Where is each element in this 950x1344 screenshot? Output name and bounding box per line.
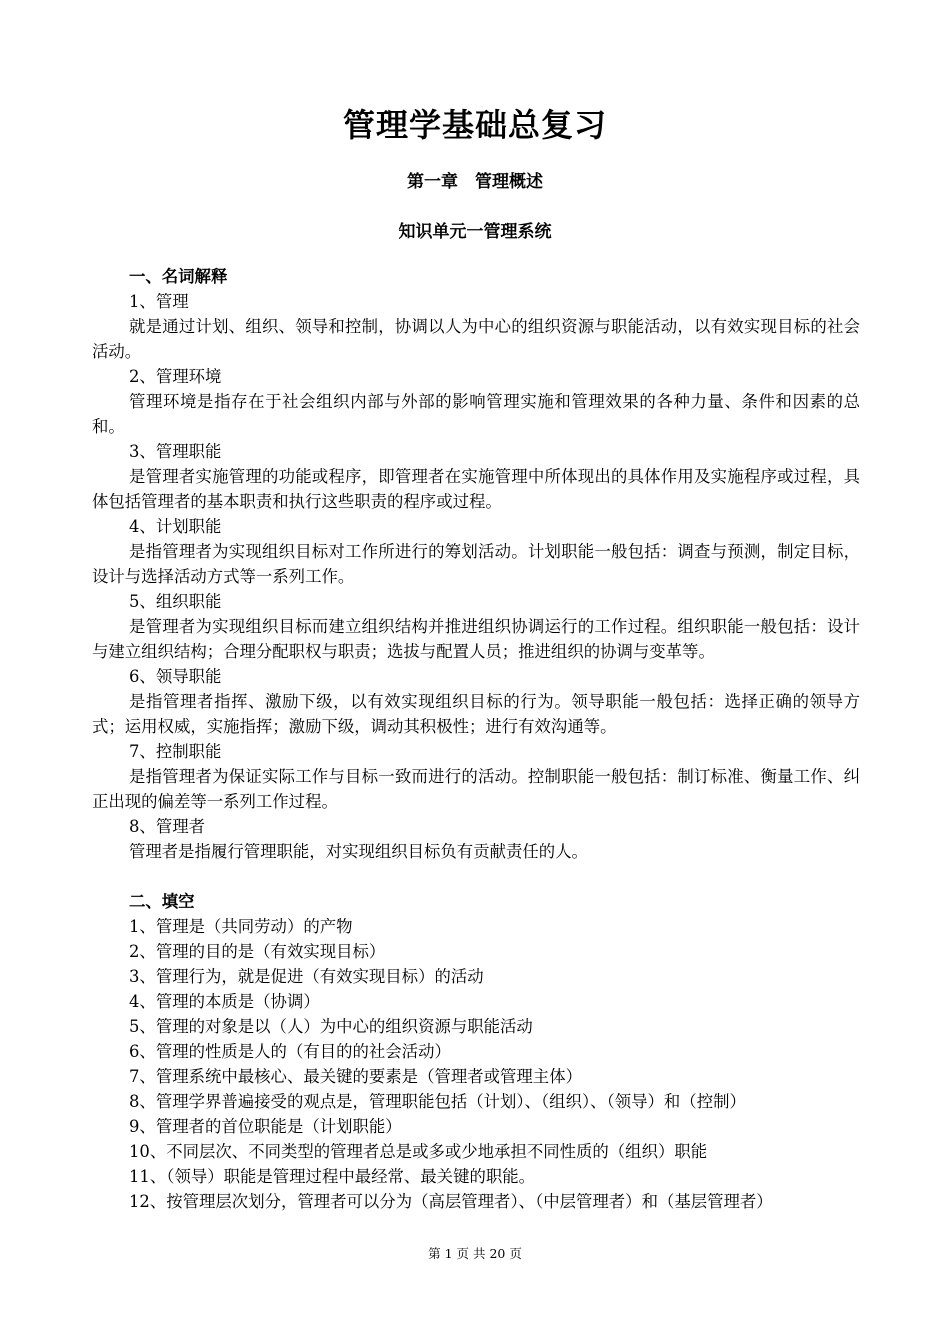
term-definition: 管理者是指履行管理职能，对实现组织目标负有贡献责任的人。: [129, 842, 588, 861]
term-definition: 是指管理者指挥、激励下级，以有效实现组织目标的行为。领导职能一般包括：选择正确的领导方式；运用权威，实施指挥；激励下级，调动其积极性；进行有效沟通等。: [92, 692, 860, 736]
term-label: 4、计划职能: [129, 517, 222, 536]
term-label: 6、领导职能: [129, 667, 222, 686]
document-body: [92, 264, 860, 1214]
fill-blank-item: 11、（领导）职能是管理过程中最经常、最关键的职能。: [129, 1167, 536, 1186]
page-footer: 第 1 页 共 20 页: [428, 1246, 522, 1261]
fill-blank-item: 3、管理行为，就是促进（有效实现目标）的活动: [129, 967, 484, 986]
fill-blank-item: 1、管理是（共同劳动）的产物: [129, 917, 353, 936]
fill-blank-item: 2、管理的目的是（有效实现目标）: [129, 942, 386, 961]
term-label: 8、管理者: [129, 817, 205, 836]
fill-blank-item: 8、管理学界普遍接受的观点是，管理职能包括（计划）、（组织）、（领导）和（控制）: [129, 1092, 746, 1111]
term-definition: 是指管理者为保证实际工作与目标一致而进行的活动。控制职能一般包括：制订标准、衡量工作、纠正出现的偏差等一系列工作过程。: [92, 767, 860, 811]
term-definition: 是管理者为实现组织目标而建立组织结构并推进组织协调运行的工作过程。组织职能一般包括：设计与建立组织结构；合理分配职权与职责；选拔与配置人员；推进组织的协调与变革等。: [92, 617, 860, 661]
fill-blank-item: 6、管理的性质是人的（有目的的社会活动）: [129, 1042, 451, 1061]
fill-blank-item: 7、管理系统中最核心、最关键的要素是（管理者或管理主体）: [129, 1067, 582, 1086]
fill-blank-item: 5、管理的对象是以（人）为中心的组织资源与职能活动: [129, 1017, 533, 1036]
term-definition: 就是通过计划、组织、领导和控制，协调以人为中心的组织资源与职能活动，以有效实现目标的社会活动。: [92, 317, 860, 361]
document-title: 管理学基础总复习: [342, 106, 607, 144]
term-label: 5、组织职能: [129, 592, 222, 611]
section-spacer: [92, 864, 860, 889]
fill-blank-item: 10、不同层次、不同类型的管理者总是或多或少地承担不同性质的（组织）职能: [129, 1142, 708, 1161]
term-definition: 是管理者实施管理的功能或程序，即管理者在实施管理中所体现出的具体作用及实施程序或过程，具体包括管理者的基本职责和执行这些职责的程序或过程。: [92, 467, 860, 511]
term-label: 1、管理: [129, 292, 189, 311]
fill-blank-item: 9、管理者的首位职能是（计划职能）: [129, 1117, 402, 1136]
term-definition: 是指管理者为实现组织目标对工作所进行的筹划活动。计划职能一般包括：调查与预测，制定目标，设计与选择活动方式等一系列工作。: [92, 542, 860, 586]
section-heading-definitions: 一、名词解释: [129, 267, 228, 286]
term-label: 2、管理环境: [129, 367, 222, 386]
chapter-heading: 第一章 管理概述: [407, 172, 543, 192]
fill-blank-item: 4、管理的本质是（协调）: [129, 992, 320, 1011]
fill-blank-item: 12、按管理层次划分，管理者可以分为（高层管理者）、（中层管理者）和（基层管理者）: [129, 1192, 773, 1211]
term-label: 3、管理职能: [129, 442, 222, 461]
term-definition: 管理环境是指存在于社会组织内部与外部的影响管理实施和管理效果的各种力量、条件和因素的总和。: [92, 392, 860, 436]
term-label: 7、控制职能: [129, 742, 222, 761]
unit-heading: 知识单元一管理系统: [398, 222, 552, 242]
section-heading-fill-blank: 二、填空: [129, 892, 195, 911]
